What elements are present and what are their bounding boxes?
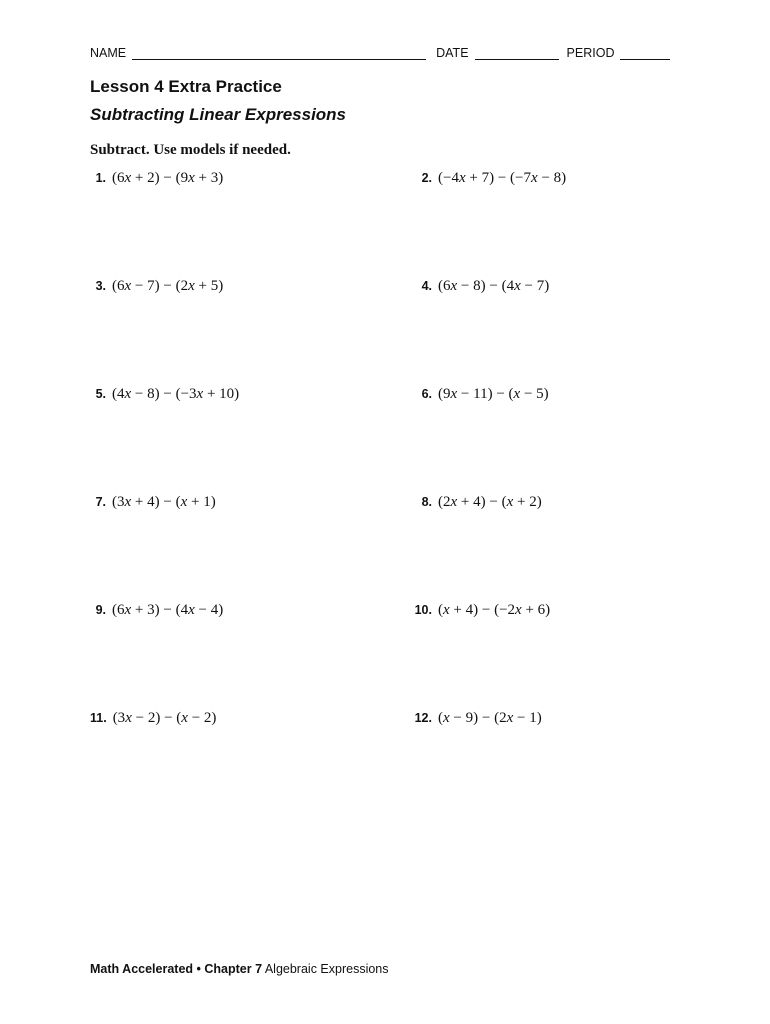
- name-label: NAME: [90, 46, 127, 60]
- student-info-line: [90, 46, 676, 60]
- problem-expression: (3x − 2) − (x − 2): [112, 710, 217, 726]
- problem-expression: (6x − 8) − (4x − 7): [438, 278, 550, 294]
- problem-12: [412, 710, 542, 727]
- problem-expression: (3x + 4) − (x + 1): [112, 494, 216, 510]
- problem-5: [90, 386, 239, 403]
- problem-number: 7.: [95, 495, 106, 509]
- problem-7: [90, 494, 216, 511]
- name-field[interactable]: [132, 46, 426, 60]
- lesson-title: Lesson 4 Extra Practice: [90, 77, 282, 96]
- problem-number: 6.: [421, 387, 432, 401]
- lesson-subtitle: Subtracting Linear Expressions: [90, 105, 347, 124]
- problem-expression: (x − 9) − (2x − 1): [438, 710, 542, 726]
- page-footer: [90, 962, 389, 976]
- problem-number: 3.: [95, 279, 106, 293]
- problem-expression: (2x + 4) − (x + 2): [438, 494, 542, 510]
- problem-number: 2.: [421, 171, 432, 185]
- problem-2: [412, 170, 566, 187]
- problem-4: [412, 278, 549, 295]
- problem-expression: (6x − 7) − (2x + 5): [112, 278, 224, 294]
- footer-topic: Algebraic Expressions: [264, 962, 389, 976]
- problem-10: [412, 602, 550, 619]
- instructions: Subtract. Use models if needed.: [90, 142, 291, 158]
- problem-number: 10.: [414, 603, 432, 617]
- problem-number: 5.: [95, 387, 106, 401]
- problem-3: [90, 278, 223, 295]
- date-field[interactable]: [475, 46, 559, 60]
- problem-number: 1.: [95, 171, 106, 185]
- problem-number: 8.: [421, 495, 432, 509]
- problem-expression: (4x − 8) − (−3x + 10): [112, 386, 240, 402]
- problem-number: 12.: [414, 711, 432, 725]
- problem-expression: (x + 4) − (−2x + 6): [438, 602, 551, 618]
- problem-8: [412, 494, 542, 511]
- period-field[interactable]: [620, 46, 670, 60]
- problem-expression: (9x − 11) − (x − 5): [438, 386, 549, 402]
- problem-number: 9.: [95, 603, 106, 617]
- problem-6: [412, 386, 549, 403]
- problem-number: 4.: [421, 279, 432, 293]
- footer-course: Math Accelerated • Chapter 7: [90, 962, 263, 976]
- problem-expression: (−4x + 7) − (−7x − 8): [438, 170, 567, 186]
- problem-expression: (6x + 3) − (4x − 4): [112, 602, 224, 618]
- problem-number: 11.: [90, 711, 107, 725]
- problem-expression: (6x + 2) − (9x + 3): [112, 170, 224, 186]
- problem-1: [90, 170, 223, 187]
- date-label: DATE: [436, 46, 469, 60]
- problem-11: [90, 710, 216, 727]
- problem-9: [90, 602, 223, 619]
- period-label: PERIOD: [566, 46, 615, 60]
